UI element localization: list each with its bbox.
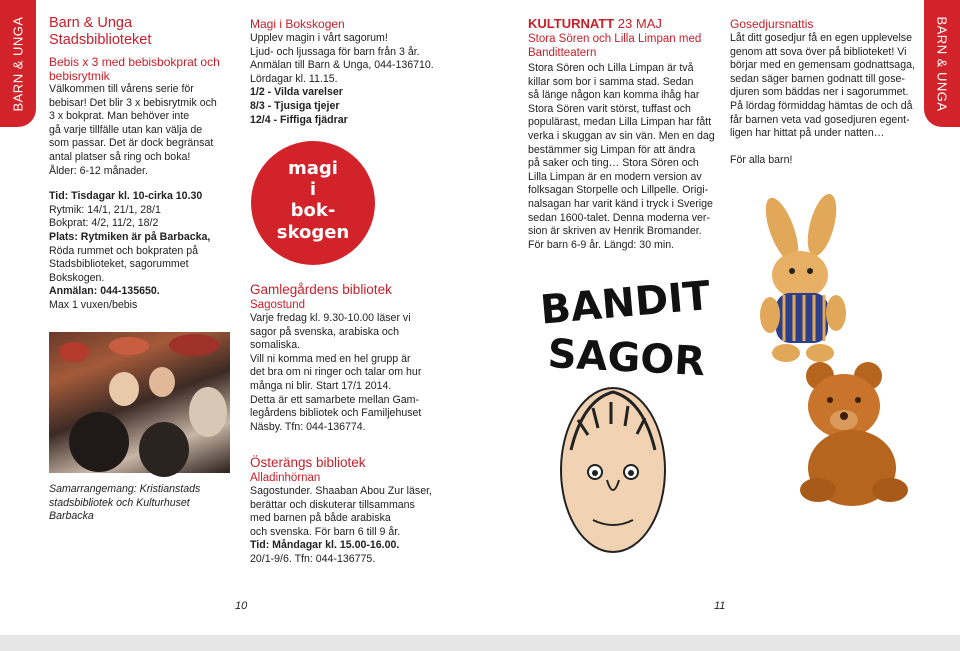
subheading-alladinhornan: Alladinhörnan — [250, 472, 321, 484]
library-photo — [49, 332, 230, 473]
section-tab-label: BARN & UNGA — [10, 15, 26, 112]
plats-text: Plats: Rytmiken är på Barbacka, Röda rummet och bokpraten på Stadsbiblioteket, sagorummet Bokskogen. — [49, 230, 211, 284]
heading-gamlegarden: Gamlegårdens bibliotek — [250, 282, 392, 297]
heading-stadsbiblioteket: Barn & Unga Stadsbiblioteket — [49, 15, 152, 48]
rytmik-text: Rytmik: 14/1, 21/1, 28/1 — [49, 203, 161, 216]
subheading-sagostund: Sagostund — [250, 299, 305, 311]
logo-word: BANDIT — [538, 272, 713, 334]
section-tab-left — [0, 0, 36, 127]
max-text: Max 1 vuxen/bebis — [49, 298, 138, 311]
page-number-left: 10 — [235, 600, 248, 612]
time-text: Tid: Tisdagar kl. 10-cirka 10.30 — [49, 190, 203, 203]
photo-caption: Samarrangemang: Kristianstads stadsbibliotek och Kulturhuset Barbacka — [49, 483, 201, 523]
heading-kulturnatt: KULTURNATT 23 MAJ — [528, 16, 662, 31]
bandit-sagor-logo — [536, 272, 713, 386]
column-bokskogen: Magi i Bokskogen Upplev magin i vårt sagorum! Ljud- och ljussaga för barn från 3 år. Anmälan till Barn & Unga, 044-136710. Lördagar kl. 11.15. 1/2 - Vilda varelser 8/3 - Tjusiga tjejer 12/4 - Fiffiga fjädrar — [250, 16, 450, 127]
teddy-bear-illustration — [790, 358, 920, 508]
column-kulturnatt: KULTURNATT 23 MAJ Stora Sören och Lilla Limpan med Banditteatern Stora Sören och Lilla Limpan är två killar som bor i samma stad. Sedan så länge någon kan komma ihåg har Stora Sören varit störst, tuffast och populärast, medan Lilla Limpan har fått verka i skuggan av sin vän. Men en dag bestämmer sig Limpan för att ändra på saker och ting… Stora Sören och Lilla Limpan är en modern version av folksagan Storpelle och Lillpelle. Origi- nalsagan har varit känd i tryck i Sverige sedan 1600-talet. Denna moderna ver- sion är skriven av Henrik Bromander. För barn 6-9 år. Längd: 30 min. — [528, 16, 718, 252]
logo-word: magi — [288, 158, 338, 179]
column-stadsbiblioteket — [49, 15, 234, 313]
column-osterang: Österängs bibliotek Alladinhörnan Sagostunder. Shaaban Abou Zur läser, berättar och diskuterar tillsammans med barnen på både arabiska och svenska. För barn 6 till 9 år. Tid: Måndagar kl. 15.00-16.00. 20/1-9/6. Tfn: 044-136775. — [250, 455, 450, 567]
subheading-bandit: Stora Sören och Lilla Limpan med Banditteatern — [528, 33, 702, 59]
footer-band — [0, 635, 960, 651]
heading-gosedjursnattis: Gosedjursnattis — [730, 17, 814, 31]
logo-word: i — [309, 179, 317, 200]
bald-head-illustration — [553, 380, 673, 560]
magi-i-bokskogen-logo — [248, 140, 378, 270]
bunny-toy-illustration — [740, 195, 860, 365]
section-tab-right — [924, 0, 960, 127]
column-gamlegarden: Gamlegårdens bibliotek Sagostund Varje fredag kl. 9.30-10.00 läser vi sagor på svenska, arabiska och somaliska. Vill ni komma med en hel grupp är det bra om ni ringer och talar om hur många ni blir. Start 17/1 2014. Detta är ett samarbete mellan Gam- legårdens bibliotek och Familjehuset Näsby. Tfn: 044-136774. — [250, 282, 450, 434]
logo-word: SAGOR — [546, 330, 707, 386]
logo-word: skogen — [276, 222, 350, 243]
heading-magi: Magi i Bokskogen — [250, 17, 345, 31]
logo-word: bok- — [290, 200, 336, 221]
page-number-right: 11 — [714, 600, 726, 612]
heading-osterang: Österängs bibliotek — [250, 455, 366, 470]
bokprat-text: Bokprat: 4/2, 11/2, 18/2 — [49, 217, 159, 230]
column-gosedjursnattis: Gosedjursnattis Låt ditt gosedjur få en egen upplevelse genom att sova över på biblioteket! Vi börjar med en gemensam godnattsaga, sedan säger barnen godnatt till gose- djuren som bäddas ner i sagorummet. På lördag förmiddag hämtas de och då får barnen veta vad gosedjuren egent- ligen har hittat på under natten… För alla barn! — [730, 17, 915, 166]
anmalan-text: Anmälan: 044-135650. — [49, 285, 160, 298]
intro-text: Välkommen till vårens serie för bebisar! Det blir 3 x bebisrytmik och 3 x bokprat. Man behöver inte gå varje tillfälle utan kan välja de som passar. Det är dock begränsat antal platser så ring och boka! Ålder: 6-12 månader. — [49, 83, 217, 177]
for-all-text: För alla barn! — [730, 153, 793, 166]
subheading-bebis: Bebis x 3 med bebisbokprat och bebisrytmik — [49, 55, 220, 83]
section-tab-label: BARN & UNGA — [934, 15, 950, 112]
